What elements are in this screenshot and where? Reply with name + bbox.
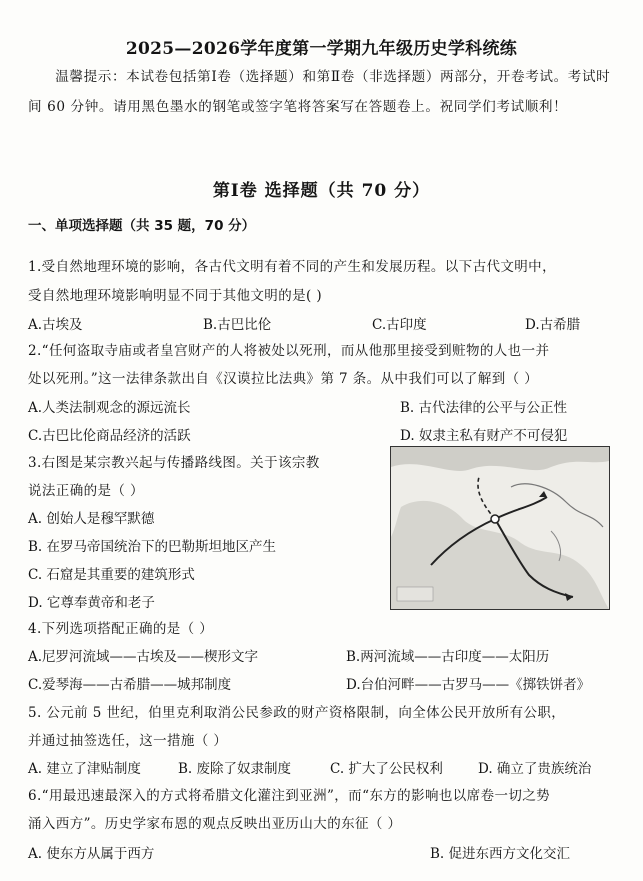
question-5-option-b: B. 废除了奴隶制度 [178, 761, 292, 777]
question-1-line-2: 受自然地理环境影响明显不同于其他文明的是( ) [28, 288, 323, 304]
question-3-line-1: 3.右图是某宗教兴起与传播路线图。关于该宗教 [28, 455, 320, 471]
question-4-line-1: 4.下列选项搭配正确的是（ ） [28, 621, 214, 637]
exam-title: 2025—2026学年度第一学期九年级历史学科统练 [125, 39, 518, 59]
question-1-option-b: B.古巴比伦 [203, 317, 272, 333]
question-5-option-c: C. 扩大了公民权利 [330, 761, 443, 777]
question-6-option-b: B. 促进东西方文化交汇 [430, 846, 571, 862]
question-4-option-d: D.台伯河畔——古罗马——《掷铁饼者》 [346, 677, 591, 693]
question-3-option-b: B. 在罗马帝国统治下的巴勒斯坦地区产生 [28, 539, 277, 555]
question-1-option-d: D.古希腊 [525, 317, 581, 333]
question-6-option-a: A. 使东方从属于西方 [28, 846, 155, 862]
question-4-option-a: A.尼罗河流域——古埃及——楔形文字 [28, 649, 259, 665]
question-2-line-1: 2.“任何盗取寺庙或者皇宫财产的人将被处以死刑，而从他那里接受到赃物的人也一并 [28, 343, 550, 359]
question-2-line-2: 处以死刑。”这一法律条款出自《汉谟拉比法典》第 7 条。从中我们可以了解到（ ） [28, 371, 539, 387]
question-2-option-b: B. 古代法律的公平与公正性 [400, 400, 568, 416]
part-heading: 一、单项选择题（共 35 题，70 分） [28, 218, 256, 234]
question-1-option-c: C.古印度 [372, 317, 427, 333]
map-origin-point [491, 515, 499, 523]
question-2-option-c: C.古巴比伦商品经济的活跃 [28, 428, 191, 444]
question-3-line-2: 说法正确的是（ ） [28, 483, 144, 499]
question-4-option-c: C.爱琴海——古希腊——城邦制度 [28, 677, 232, 693]
section-title: 第Ⅰ卷 选择题（共 70 分） [212, 181, 431, 201]
question-3-option-c: C. 石窟是其重要的建筑形式 [28, 567, 195, 583]
question-5-line-1: 5. 公元前 5 世纪，伯里克利取消公民参政的财产资格限制，向全体公民开放所有公职， [28, 705, 566, 721]
question-5-option-a: A. 建立了津贴制度 [28, 761, 141, 777]
map-legend-box [397, 587, 433, 601]
question-3-option-d: D. 它尊奉黄帝和老子 [28, 595, 155, 611]
question-2-option-a: A.人类法制观念的源远流长 [28, 400, 191, 416]
exam-notice: 温馨提示：本试卷包括第Ⅰ卷（选择题）和第Ⅱ卷（非选择题）两部分，开卷考试。考试时间 60 分钟。请用黑色墨水的钢笔或签字笔将答案写在答题卷上。祝同学们考试顺利！ [28, 69, 611, 115]
question-3-option-a: A. 创始人是穆罕默德 [28, 511, 155, 527]
map-illustration [391, 447, 609, 609]
religion-spread-map [390, 446, 610, 610]
question-4-option-b: B.两河流域——古印度——太阳历 [346, 649, 550, 665]
question-6-line-2: 涌入西方”。历史学家布恩的观点反映出亚历山大的东征（ ） [28, 816, 402, 832]
question-5-option-d: D. 确立了贵族统治 [478, 761, 592, 777]
question-1-option-a: A.古埃及 [28, 317, 83, 333]
question-1-line-1: 1.受自然地理环境的影响，各古代文明有着不同的产生和发展历程。以下古代文明中， [28, 259, 556, 275]
question-2-option-d: D. 奴隶主私有财产不可侵犯 [400, 428, 568, 444]
question-6-line-1: 6.“用最迅速最深入的方式将希腊文化灌注到亚洲”，而“东方的影响也以席卷一切之势 [28, 788, 551, 804]
question-5-line-2: 并通过抽签选任，这一措施（ ） [28, 733, 228, 749]
